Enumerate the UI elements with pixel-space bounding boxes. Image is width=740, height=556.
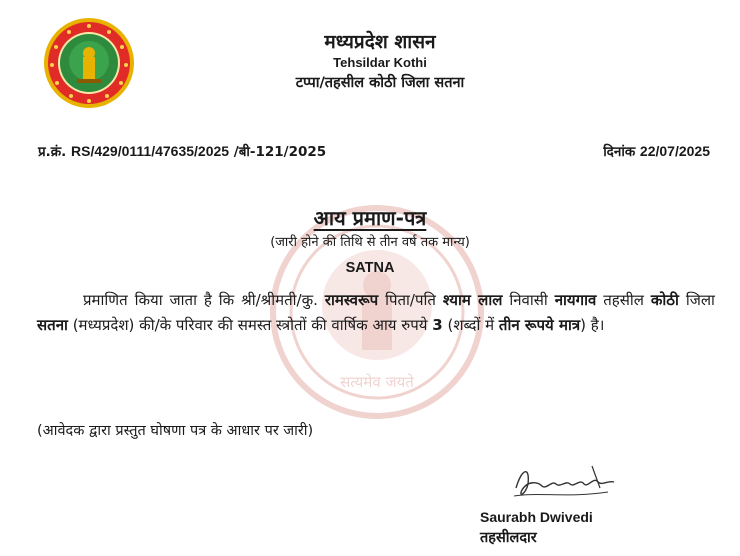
validity-note: (जारी होने की तिथि से तीन वर्ष तक मान्य)	[270, 235, 470, 250]
office-name-hindi: टप्पा/तहसील कोठी जिला सतना	[295, 75, 465, 91]
issue-date	[603, 141, 710, 162]
letterhead	[230, 30, 530, 93]
village-name: नायगाव	[554, 291, 597, 309]
date-label: दिनांक	[603, 144, 636, 160]
income-amount: 3	[432, 316, 443, 334]
government-name: मध्यप्रदेश शासन	[324, 31, 436, 53]
district-name: सतना	[37, 316, 68, 334]
issuance-note: (आवेदक द्वारा प्रस्तुत घोषणा पत्र के आधार पर जारी)	[37, 423, 314, 439]
signatory-title: तहसीलदार	[480, 530, 537, 546]
body-text-1: प्रमाणित किया जाता है कि श्री/श्रीमती/कु.	[83, 291, 318, 309]
signatory-name: Saurabh Dwivedi	[480, 509, 593, 525]
body-text-6: (मध्यप्रदेश) की/के परिवार की समस्त स्त्रोतों की वार्षिक आय रुपये	[72, 316, 428, 334]
reference-code: RS/429/0111/47635/2025	[71, 143, 230, 159]
tehsil-name: कोठी	[650, 291, 679, 309]
watermark-motto: सत्यमेव जयते	[340, 373, 414, 391]
reference-line	[38, 141, 710, 162]
certificate-body	[37, 288, 715, 338]
office-name-english: Tehsildar Kothi	[333, 55, 427, 70]
father-name: श्याम लाल	[442, 291, 503, 309]
income-amount-words: तीन रूपये मात्र	[498, 316, 581, 334]
handwritten-signature-icon	[508, 458, 618, 506]
applicant-name: रामस्वरूप	[324, 291, 379, 309]
certificate-title-wrap	[0, 205, 740, 231]
body-text-3: निवासी	[509, 291, 548, 309]
reference-suffix: /बी-121/2025	[233, 144, 327, 160]
body-text-4: तहसील	[603, 291, 644, 309]
district-label: SATNA	[345, 260, 395, 276]
certificate-title: आय प्रमाण-पत्र	[313, 206, 427, 230]
mp-government-emblem-icon	[43, 17, 135, 109]
body-text-2: पिता/पति	[385, 291, 436, 309]
body-text-7: (शब्दों में	[447, 316, 495, 334]
body-text-8: ) है।	[580, 316, 605, 334]
reference-label: प्र.क्रं.	[38, 144, 67, 160]
reference-number	[38, 141, 326, 162]
date-value: 22/07/2025	[639, 143, 710, 159]
body-text-5: जिला	[685, 291, 715, 309]
